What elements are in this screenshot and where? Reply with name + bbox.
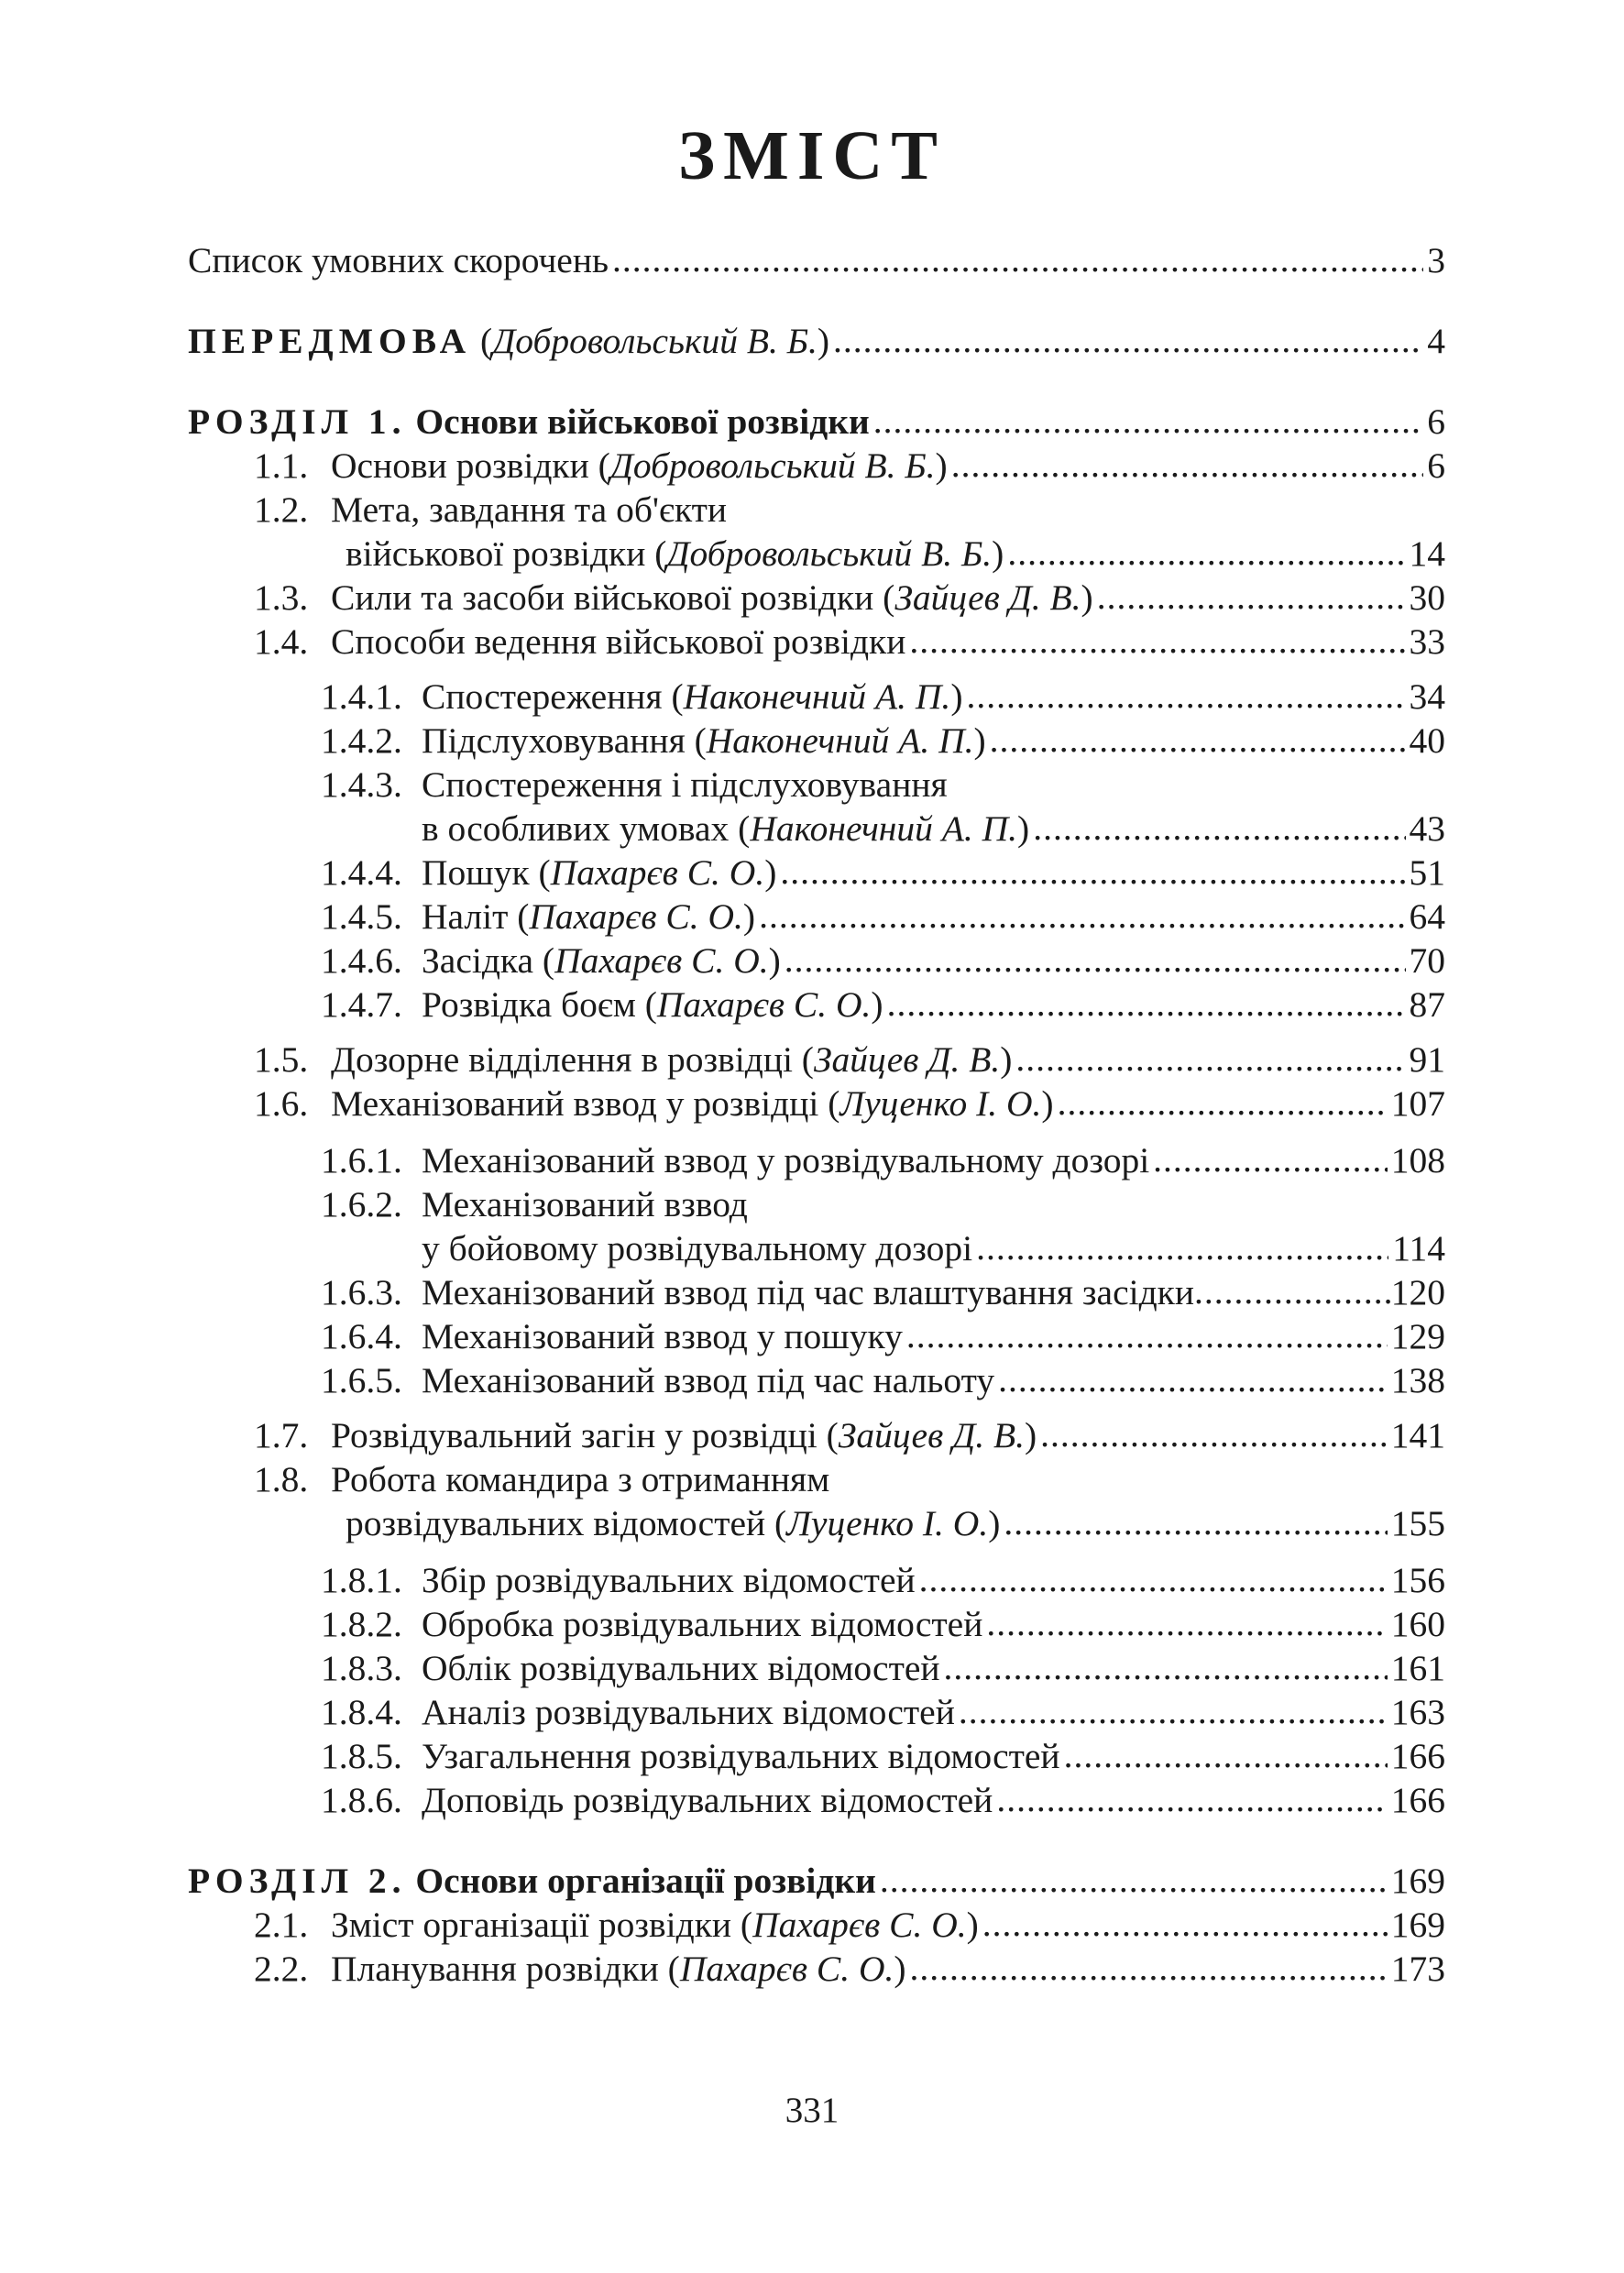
section-title: Основи організації розвідки	[406, 1861, 876, 1901]
paren-close: )	[871, 984, 883, 1025]
entry-number: 1.8.6.	[321, 1780, 402, 1820]
entry-title: Механізований взвод під час влаштування засідки	[422, 1272, 1195, 1312]
page-title: ЗМІСТ	[678, 117, 946, 194]
entry-number: 1.6.2.	[321, 1184, 402, 1224]
paren-close: )	[817, 321, 830, 361]
toc-entry-1-8-1[interactable]	[188, 1558, 1445, 1602]
leader-dots	[959, 1689, 1388, 1733]
entry-number: 1.8.5.	[321, 1736, 402, 1776]
entry-number: 1.8.3.	[321, 1648, 402, 1688]
leader-dots	[951, 443, 1424, 487]
toc-entry-1-6-3[interactable]	[188, 1270, 1445, 1314]
entry-page: 70	[1409, 940, 1445, 981]
leader-dots	[780, 850, 1405, 894]
entry-title-line1: Спостереження і підслуховування	[422, 764, 948, 805]
leader-dots	[986, 1601, 1387, 1645]
entry-author: Зайцев Д. В.	[838, 1415, 1025, 1455]
entry-title: Механізований взвод у розвідувальному дозорі	[422, 1140, 1150, 1180]
entry-number: 1.6.1.	[321, 1140, 402, 1180]
leader-dots	[759, 894, 1405, 938]
paren-close: )	[992, 533, 1004, 574]
entry-page: 40	[1409, 720, 1445, 761]
leader-dots	[990, 718, 1406, 762]
entry-title: Узагальнення розвідувальних відомостей	[422, 1736, 1060, 1776]
entry-title: Аналіз розвідувальних відомостей	[422, 1692, 955, 1732]
toc-section-2[interactable]	[188, 1859, 1445, 1903]
entry-title: Облік розвідувальних відомостей	[422, 1648, 940, 1688]
entry-title: Наліт (	[422, 896, 530, 937]
leader-dots	[998, 1357, 1388, 1401]
entry-number: 1.7.	[254, 1415, 309, 1455]
entry-number: 1.2.	[254, 489, 309, 530]
entry-page: 114	[1392, 1228, 1445, 1268]
entry-title-line2: в особливих умовах (	[422, 808, 751, 849]
entry-title-line1: Мета, завдання та об'єкти	[331, 489, 728, 530]
entry-page: 34	[1409, 676, 1445, 717]
entry-author: Зайцев Д. В.	[813, 1039, 1001, 1080]
entry-number: 1.8.1.	[321, 1560, 402, 1600]
entry-author: Зайцев Д. В.	[894, 577, 1081, 618]
entry-page: 156	[1390, 1560, 1445, 1600]
entry-title-line2: розвідувальних відомостей (	[346, 1503, 787, 1543]
entry-author: Добровольський В. Б.	[666, 533, 993, 574]
entry-title: Механізований взвод у пошуку	[422, 1316, 903, 1356]
entry-number: 1.4.7.	[321, 984, 402, 1025]
entry-title: Підслуховування (	[422, 720, 707, 761]
entry-page: 161	[1390, 1648, 1445, 1688]
entry-page: 108	[1390, 1140, 1445, 1180]
entry-page: 43	[1409, 808, 1445, 849]
toc-entry-1-1[interactable]	[188, 444, 1445, 488]
entry-page: 87	[1409, 984, 1445, 1025]
toc-entry-1-4-7[interactable]	[188, 983, 1445, 1027]
leader-dots	[1015, 1037, 1405, 1081]
toc-entry-1-8-4[interactable]	[188, 1690, 1445, 1734]
entry-title: Основи розвідки (	[331, 445, 610, 486]
entry-title: Способи ведення військової розвідки	[331, 621, 906, 662]
entry-page: 6	[1427, 401, 1445, 442]
entry-page: 138	[1390, 1360, 1445, 1400]
toc-entry-1-4-5[interactable]	[188, 895, 1445, 939]
entry-number: 1.4.2.	[321, 720, 402, 761]
entry-page: 169	[1390, 1861, 1445, 1901]
entry-page: 91	[1409, 1039, 1445, 1080]
entry-page: 3	[1427, 240, 1445, 280]
entry-title: Сили та засоби військової розвідки (	[331, 577, 895, 618]
entry-number: 1.4.6.	[321, 940, 402, 981]
paren-close: )	[764, 852, 777, 893]
entry-number: 1.3.	[254, 577, 309, 618]
toc-entry-1-7[interactable]	[188, 1413, 1445, 1457]
table-of-contents	[188, 236, 1445, 1991]
entry-title-line1: Механізований взвод	[422, 1184, 748, 1224]
paren-open: (	[471, 321, 493, 361]
leader-dots	[1153, 1137, 1388, 1181]
paren-close: )	[1000, 1039, 1013, 1080]
entry-title: Засідка (	[422, 940, 555, 981]
entry-number: 1.6.3.	[321, 1272, 402, 1312]
toc-entry-1-8-2[interactable]	[188, 1602, 1445, 1646]
paren-close: )	[742, 896, 756, 937]
paren-close: )	[1025, 1415, 1037, 1455]
entry-title: Дозорне відділення в розвідці (	[331, 1039, 814, 1080]
paren-close: )	[973, 720, 986, 761]
leader-dots	[1058, 1081, 1388, 1125]
toc-entry-1-6-1[interactable]	[188, 1138, 1445, 1182]
toc-entry-1-2[interactable]	[188, 488, 1445, 576]
entry-label: ПЕРЕДМОВА	[188, 321, 472, 361]
entry-author: Наконечний А. П.	[706, 720, 974, 761]
entry-number: 1.8.2.	[321, 1604, 402, 1644]
leader-dots	[982, 1902, 1388, 1946]
leader-dots	[1097, 575, 1406, 619]
toc-entry-1-8-5[interactable]	[188, 1734, 1445, 1778]
toc-entry-1-4[interactable]	[188, 620, 1445, 664]
leader-dots	[906, 1313, 1388, 1357]
entry-author: Добровольський В. Б.	[492, 321, 817, 361]
leader-dots	[1194, 1269, 1391, 1313]
paren-close: )	[966, 1905, 979, 1945]
leader-dots	[887, 982, 1406, 1026]
entry-page: 120	[1390, 1272, 1445, 1312]
toc-entry-1-8-6[interactable]	[188, 1778, 1445, 1822]
entry-number: 1.4.1.	[321, 676, 402, 717]
entry-title: Розвідувальний загін у розвідці (	[331, 1415, 839, 1455]
leader-dots	[976, 1225, 1388, 1269]
paren-close: )	[988, 1503, 1001, 1543]
paren-close: )	[950, 676, 963, 717]
entry-page: 163	[1390, 1692, 1445, 1732]
entry-page: 155	[1390, 1503, 1445, 1543]
toc-entry-2-2[interactable]	[188, 1947, 1445, 1991]
page-number: 331	[785, 2091, 839, 2130]
toc-entry-1-8-3[interactable]	[188, 1646, 1445, 1690]
leader-dots	[966, 674, 1405, 718]
entry-author: Пахарєв С. О.	[550, 852, 765, 893]
entry-author: Пахарєв С. О.	[656, 984, 872, 1025]
toc-entry-2-1[interactable]	[188, 1903, 1445, 1947]
toc-entry-1-6[interactable]	[188, 1082, 1445, 1126]
leader-dots	[1033, 806, 1405, 850]
entry-page: 64	[1409, 896, 1445, 937]
toc-entry-1-3[interactable]	[188, 576, 1445, 620]
paren-close: )	[1017, 808, 1030, 849]
entry-title-line2: військової розвідки (	[346, 533, 667, 574]
entry-title: Зміст організації розвідки (	[331, 1905, 753, 1945]
entry-title-line2: у бойовому розвідувальному дозорі	[422, 1228, 973, 1268]
entry-number: 2.1.	[254, 1905, 309, 1945]
leader-dots	[944, 1645, 1388, 1689]
toc-entry-1-6-4[interactable]	[188, 1314, 1445, 1358]
leader-dots	[996, 1777, 1387, 1821]
toc-section-1[interactable]	[188, 400, 1445, 444]
paren-close: )	[894, 1949, 906, 1989]
entry-author: Луценко І. О.	[839, 1083, 1042, 1124]
leader-dots	[873, 399, 1424, 443]
entry-page: 160	[1390, 1604, 1445, 1644]
entry-page: 169	[1390, 1905, 1445, 1945]
entry-title: Збір розвідувальних відомостей	[422, 1560, 916, 1600]
entry-author: Пахарєв С. О.	[554, 940, 769, 981]
entry-number: 1.8.4.	[321, 1692, 402, 1732]
entry-title: Пошук (	[422, 852, 551, 893]
toc-entry-1-4-4[interactable]	[188, 851, 1445, 895]
leader-dots	[612, 237, 1423, 281]
section-title: Основи військової розвідки	[406, 401, 870, 442]
entry-page: 51	[1409, 852, 1445, 893]
entry-author: Луценко І. О.	[786, 1503, 989, 1543]
leader-dots	[919, 1557, 1388, 1601]
entry-page: 166	[1390, 1780, 1445, 1820]
toc-entry-preface[interactable]	[188, 319, 1445, 363]
entry-title: Механізований взвод у розвідці (	[331, 1083, 840, 1124]
leader-dots	[1040, 1412, 1388, 1456]
toc-entry-1-4-1[interactable]	[188, 675, 1445, 719]
entry-author: Наконечний А. П.	[750, 808, 1018, 849]
entry-number: 1.4.3.	[321, 764, 402, 805]
entry-number: 1.6.4.	[321, 1316, 402, 1356]
entry-title: Доповідь розвідувальних відомостей	[422, 1780, 993, 1820]
entry-page: 173	[1390, 1949, 1445, 1989]
section-label: РОЗДІЛ 2.	[188, 1861, 407, 1901]
paren-close: )	[768, 940, 781, 981]
leader-dots	[1004, 1500, 1387, 1544]
entry-page: 14	[1409, 533, 1445, 574]
leader-dots	[1064, 1733, 1388, 1777]
entry-number: 1.8.	[254, 1459, 309, 1499]
entry-number: 1.1.	[254, 445, 309, 486]
leader-dots	[1007, 531, 1405, 575]
entry-number: 1.4.	[254, 621, 309, 662]
entry-page: 129	[1390, 1316, 1445, 1356]
entry-title-line1: Робота командира з отриманням	[331, 1459, 830, 1499]
toc-entry-1-4-6[interactable]	[188, 939, 1445, 983]
leader-dots	[785, 938, 1406, 982]
entry-page: 4	[1427, 321, 1445, 361]
paren-close: )	[1041, 1083, 1054, 1124]
entry-page: 30	[1409, 577, 1445, 618]
entry-page: 141	[1390, 1415, 1445, 1455]
entry-page: 107	[1390, 1083, 1445, 1124]
leader-dots	[909, 619, 1405, 663]
entry-number: 1.5.	[254, 1039, 309, 1080]
toc-entry-1-4-2[interactable]	[188, 719, 1445, 763]
entry-number: 1.4.5.	[321, 896, 402, 937]
entry-number: 2.2.	[254, 1949, 309, 1989]
entry-author: Пахарєв С. О.	[752, 1905, 967, 1945]
entry-author: Пахарєв С. О.	[529, 896, 743, 937]
entry-author: Пахарєв С. О.	[679, 1949, 894, 1989]
entry-page: 166	[1390, 1736, 1445, 1776]
toc-entry-1-5[interactable]	[188, 1038, 1445, 1082]
toc-entry-1-6-2[interactable]	[188, 1182, 1445, 1270]
entry-title: Список умовних скорочень	[188, 240, 609, 280]
toc-entry-abbreviations[interactable]	[188, 238, 1445, 282]
leader-dots	[880, 1858, 1388, 1902]
entry-title: Спостереження (	[422, 676, 684, 717]
entry-title: Обробка розвідувальних відомостей	[422, 1604, 983, 1644]
toc-entry-1-8[interactable]	[188, 1457, 1445, 1545]
entry-author: Добровольський В. Б.	[609, 445, 936, 486]
entry-number: 1.6.5.	[321, 1360, 402, 1400]
entry-title: Розвідка боєм (	[422, 984, 657, 1025]
toc-entry-1-4-3[interactable]	[188, 763, 1445, 851]
entry-number: 1.6.	[254, 1083, 309, 1124]
entry-number: 1.4.4.	[321, 852, 402, 893]
leader-dots	[833, 318, 1423, 362]
entry-page: 6	[1427, 445, 1445, 486]
entry-page: 33	[1409, 621, 1445, 662]
toc-entry-1-6-5[interactable]	[188, 1358, 1445, 1402]
leader-dots	[910, 1946, 1388, 1990]
entry-title: Планування розвідки (	[331, 1949, 680, 1989]
entry-title: Механізований взвод під час нальоту	[422, 1360, 995, 1400]
entry-author: Наконечний А. П.	[683, 676, 951, 717]
paren-close: )	[935, 445, 948, 486]
paren-close: )	[1081, 577, 1093, 618]
section-label: РОЗДІЛ 1.	[188, 401, 407, 442]
